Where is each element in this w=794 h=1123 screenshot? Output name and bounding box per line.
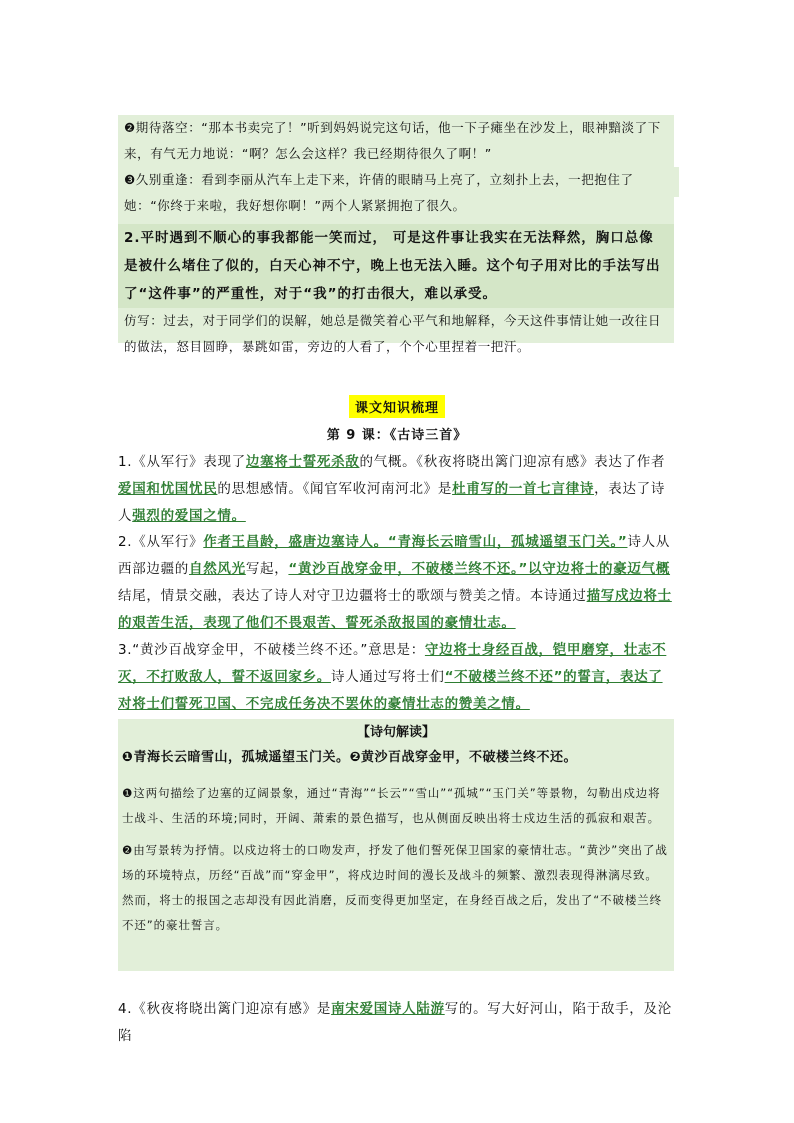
p3-text-a: 3.“黄沙百战穿金甲，不破楼兰终不还。”意思是： [118,642,425,658]
p2-answer-f: “黄沙百战穿金甲，不破楼兰终不还。”以守边将士的豪迈气概 [288,561,671,577]
interpretation-2: ❷由写景转为抒情。以戍边将士的口吻发声，抒发了他们誓死保卫国家的豪情壮志。“黄沙”突出了战场的环境特点，历经“百战”而“穿金甲”，将戍边时间的漫长及战斗的频繁、激烈表现得淋漓尽致。然而，将士的报国之志却没有因此消磨，反而变得更加坚定，在身经百战之后，发出了“不破楼兰终不还”的豪壮誓言。 [122,843,668,932]
paragraph-4 [118,996,676,1050]
p1-answer-f: 杜甫写的一首七言律诗 [452,481,595,497]
lesson-title: 第 9 课：《古诗三首》 [326,428,468,443]
paragraph-3 [118,637,676,718]
p1-text-g: ，表达了诗人 [118,481,666,524]
interpretation-heading: 【诗句解读】 [356,725,435,740]
paragraph-2 [118,529,676,637]
p2-answer-d: 自然风光 [189,561,246,577]
p4-answer-b: 南宋爱国诗人陆游 [331,1001,445,1017]
p1-text-c: 的气概。《秋夜将晓出篱门迎凉有感》表达了作者 [359,454,666,470]
example-item-3: ❸久别重逢：看到李丽从汽车上走下来，许倩的眼睛马上亮了，立刻扑上去，一把抱住了她：“你终于来啦，我好想你啊！”两个人紧紧拥抱了很久。 [124,172,634,213]
p2-text-c: 诗人从西部边疆的 [118,534,671,577]
p1-answer-h: 强烈的爱国之情。 [132,508,246,524]
p2-answer-h: 描写戍边将士的艰苦生活，表现了他们不畏艰苦、誓死杀敌报国的豪情壮志。 [118,588,672,631]
section-title-wrap [0,395,794,418]
imitation-text: 仿写：过去，对于同学们的误解，她总是微笑着心平气和地解释，今天这件事情让她一改往日的做法，怒目圆睁，暴跳如雷，旁边的人看了，个个心里捏着一把汗。 [124,313,662,354]
example-item-2: ❷期待落空：“那本书卖完了！”听到妈妈说完这句话，他一下子瘫坐在沙发上，眼神黯淡了下来，有气无力地说：“啊？怎么会这样？我已经期待很久了啊！” [124,120,661,161]
interpretation-1: ❶这两句描绘了边塞的辽阔景象，通过“青海”“长云”“雪山”“孤城”“玉门关”等景物，勾勒出戍边将士战斗、生活的环境;同时，开阔、萧索的景色描写，也从侧面反映出将士戍边生活的孤寂和艰苦。 [122,786,661,825]
p4-text-c: 写的。写大好河山，陷于敌手，及沦陷 [118,1001,672,1044]
p1-answer-d: 爱国和忧国忧民 [118,481,218,497]
p2-text-a: 2.《从军行》 [118,534,204,550]
p3-answer-d: “不破楼兰终不还”的誓言，表达了对将士们誓死卫国、不完成任务决不罢休的豪情壮志的赞美之情。 [118,669,663,712]
p2-text-g: 结尾，情景交融，表达了诗人对守卫边疆将士的歌颂与赞美之情。本诗通过 [118,588,587,604]
p2-text-e: 写起， [245,561,289,577]
example-box [118,115,674,354]
box-edge [673,167,679,197]
p1-text-e: 的思想感情。《闻官军收河南河北》是 [217,481,453,497]
poem-verses: ❶青海长云暗雪山，孤城遥望玉门关。❷黄沙百战穿金甲，不破楼兰终不还。 [122,750,578,765]
paragraph-1 [118,449,676,530]
section-title: 课文知识梳理 [349,395,445,418]
p4-text-a: 4.《秋夜将晓出篱门迎凉有感》是 [118,1001,332,1017]
p2-answer-b: 作者王昌龄，盛唐边塞诗人。“青海长云暗雪山，孤城遥望玉门关。” [203,534,628,550]
p1-text-a: 1.《从军行》表现了 [118,454,246,470]
p1-answer-b: 边塞将士誓死杀敌 [245,454,360,470]
p3-answer-b: 守边将士身经百战，铠甲磨穿，壮志不灭，不打败敌人，誓不返回家乡。 [118,642,667,685]
sentence-analysis: 2.平时遇到不顺心的事我都能一笑而过， 可是这件事让我实在无法释然，胸口总像是被什么堵住了似的，白天心神不宁，晚上也无法入睡。这个句子用对比的手法写出了“这件事”的严重性，对于“我”的打击很大，难以承受。 [118,224,674,308]
poem-interpretation-box [118,719,674,971]
p3-text-c: 诗人通过写将士们 [331,669,445,685]
